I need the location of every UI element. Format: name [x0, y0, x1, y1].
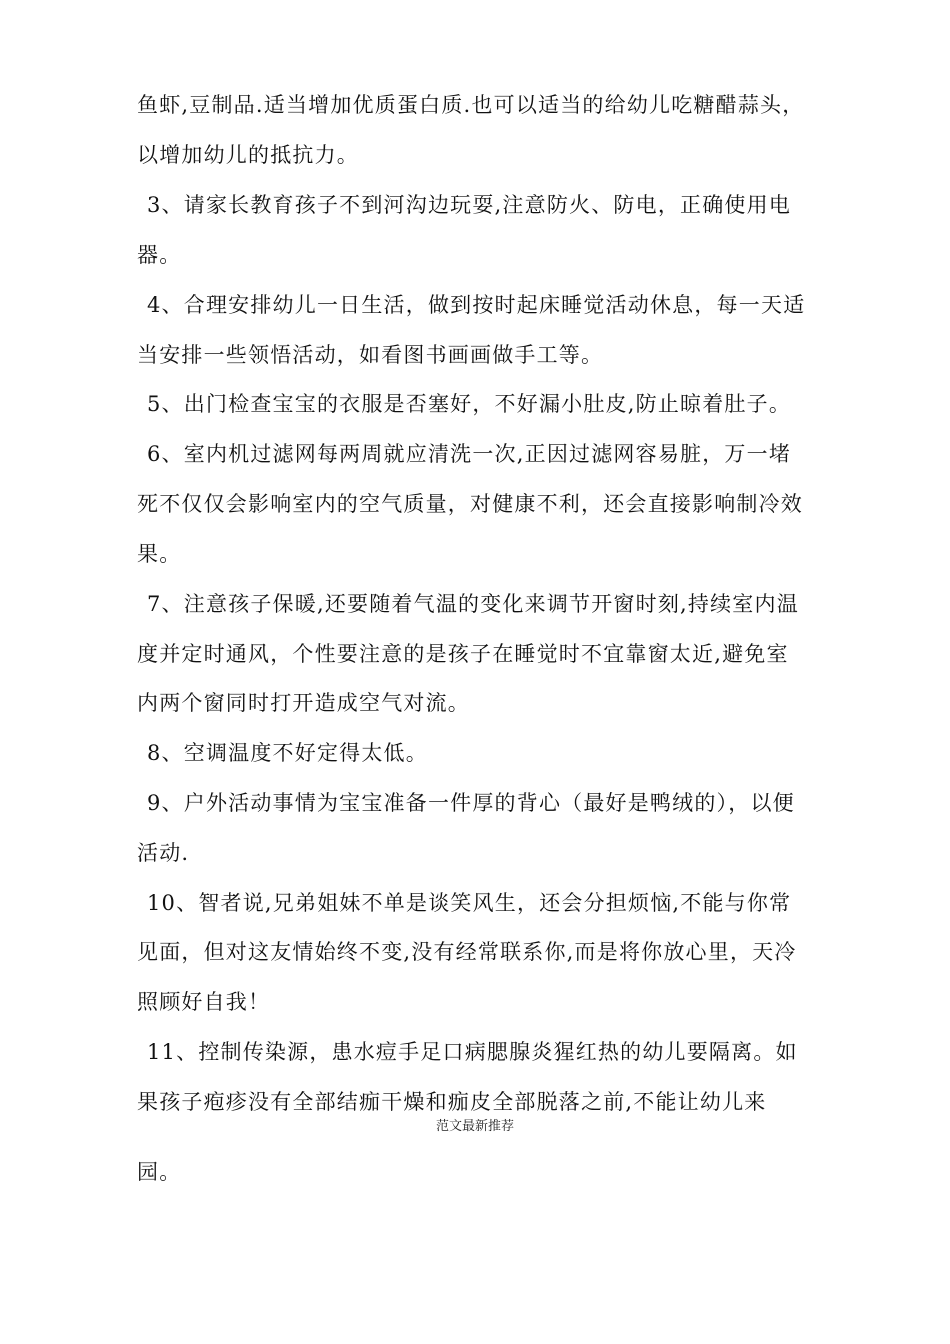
text-line: 果孩子疱疹没有全部结痂干燥和痂皮全部脱落之前,不能让幼儿来 [137, 1090, 767, 1114]
text-line: 活动. [137, 841, 190, 865]
text-line: 死不仅仅会影响室内的空气质量，对健康不利，还会直接影响制冷效 [137, 492, 803, 516]
text-line: 度并定时通风，个性要注意的是孩子在睡觉时不宜靠窗太近,避免室 [137, 642, 789, 666]
text-line: 5、出门检查宝宝的衣服是否塞好，不好漏小肚皮,防止晾着肚子。 [147, 392, 792, 416]
text-line: 果。 [137, 542, 182, 566]
text-line: 10、智者说,兄弟姐妹不单是谈笑风生，还会分担烦恼,不能与你常 [147, 891, 792, 915]
text-line: 6、室内机过滤网每两周就应清洗一次,正因过滤网容易脏，万一堵 [147, 442, 792, 466]
text-line: 内两个窗同时打开造成空气对流。 [137, 691, 470, 715]
text-line: 7、注意孩子保暖,还要随着气温的变化来调节开窗时刻,持续室内温 [147, 592, 799, 616]
page-footer: 范文最新推荐 [435, 1119, 514, 1134]
text-line: 8、空调温度不好定得太低。 [147, 741, 428, 765]
text-line: 11、控制传染源，患水痘手足口病腮腺炎猩红热的幼儿要隔离。如 [147, 1040, 798, 1064]
text-line: 见面，但对这友情始终不变,没有经常联系你,而是将你放心里，天冷 [137, 940, 797, 964]
text-line: 器。 [137, 243, 182, 267]
text-line: 4、合理安排幼儿一日生活，做到按时起床睡觉活动休息，每一天适 [147, 293, 806, 317]
text-line: 以增加幼儿的抵抗力。 [137, 143, 359, 167]
text-line: 园。 [137, 1160, 182, 1184]
text-line: 鱼虾,豆制品.适当增加优质蛋白质.也可以适当的给幼儿吃糖醋蒜头， [137, 93, 805, 117]
text-line: 9、户外活动事情为宝宝准备一件厚的背心（最好是鸭绒的），以便 [147, 791, 795, 815]
text-line: 照顾好自我！ [137, 990, 271, 1014]
text-line: 当安排一些领悟活动，如看图书画画做手工等。 [137, 343, 604, 367]
text-line: 3、请家长教育孩子不到河沟边玩耍,注意防火、防电，正确使用电 [147, 193, 792, 217]
